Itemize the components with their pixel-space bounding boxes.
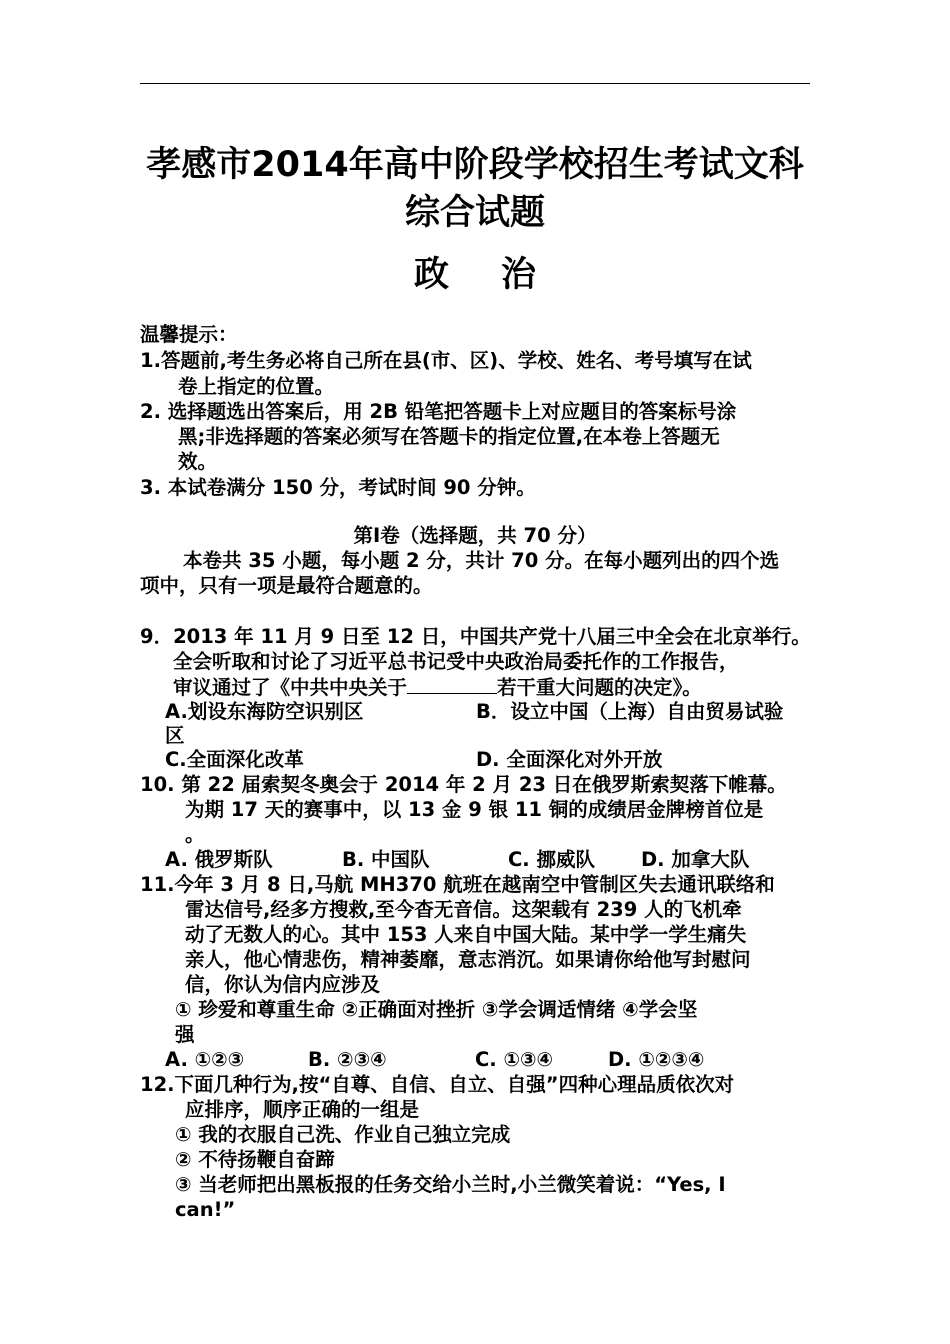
question-12-item-2: ② 不待扬鞭自奋蹄 bbox=[175, 1148, 335, 1171]
question-11-stem-l4: 亲人，他心情悲伤，精神萎靡，意志消沉。如果请你给他写封慰问 bbox=[185, 948, 751, 971]
notice-item-1: 1.答题前,考生务必将自己所在县(市、区)、学校、姓名、考号填写在试 bbox=[140, 349, 752, 372]
section-intro-cont: 项中，只有一项是最符合题意的。 bbox=[140, 574, 433, 597]
question-9-option-a: A.划设东海防空识别区 bbox=[165, 700, 364, 723]
question-11-items: ① 珍爱和尊重生命 ②正确面对挫折 ③学会调适情绪 ④学会坚 bbox=[175, 998, 698, 1021]
header-rule bbox=[140, 83, 810, 84]
section-title: 第Ⅰ卷（选择题，共 70 分） bbox=[353, 524, 597, 547]
notice-heading: 温馨提示： bbox=[140, 323, 238, 346]
question-11-option-b: B. ②③④ bbox=[308, 1048, 387, 1071]
question-11-stem-l2: 雷达信号,经多方搜救,至今杳无音信。这架载有 239 人的飞机牵 bbox=[185, 898, 742, 921]
exam-title-line1: 孝感市2014年高中阶段学校招生考试文科 bbox=[146, 145, 804, 185]
notice-item-2-cont2: 效。 bbox=[178, 450, 218, 473]
question-9-stem-l3b: 若干重大问题的决定》。 bbox=[497, 676, 702, 699]
question-9-stem-l2: 全会听取和讨论了习近平总书记受中央政治局委托作的工作报告， bbox=[173, 650, 739, 673]
notice-item-2-cont: 黑;非选择题的答案必须写在答题卡的指定位置,在本卷上答题无 bbox=[178, 425, 720, 448]
question-10-option-a: A. 俄罗斯队 bbox=[165, 848, 273, 871]
question-10-stem: 10. 第 22 届索契冬奥会于 2014 年 2 月 23 日在俄罗斯索契落下帷幕。 bbox=[140, 773, 787, 796]
question-12-item-3-cont: can!” bbox=[175, 1198, 236, 1221]
notice-item-3: 3. 本试卷满分 150 分，考试时间 90 分钟。 bbox=[140, 476, 536, 499]
exam-title-line2: 综合试题 bbox=[404, 193, 545, 233]
notice-item-2: 2. 选择题选出答案后，用 2B 铅笔把答题卡上对应题目的答案标号涂 bbox=[140, 400, 737, 423]
question-11-option-c: C. ①③④ bbox=[475, 1048, 554, 1071]
notice-item-1-cont: 卷上指定的位置。 bbox=[178, 375, 335, 398]
section-intro: 本卷共 35 小题，每小题 2 分，共计 70 分。在每小题列出的四个选 bbox=[183, 549, 780, 572]
answer-blank bbox=[407, 675, 497, 694]
question-9-option-b: B．设立中国（上海）自由贸易试验 bbox=[476, 700, 784, 723]
question-9-option-b-cont: 区 bbox=[165, 724, 185, 747]
question-12-item-3: ③ 当老师把出黑板报的任务交给小兰时,小兰微笑着说：“Yes, I bbox=[175, 1173, 726, 1196]
question-10-option-b: B. 中国队 bbox=[342, 848, 430, 871]
question-11-option-d: D. ①②③④ bbox=[608, 1048, 705, 1071]
subject-char-2: 治 bbox=[501, 255, 537, 295]
question-9-stem-l3 bbox=[173, 675, 702, 700]
question-11-stem: 11.今年 3 月 8 日,马航 MH370 航班在越南空中管制区失去通讯联络和 bbox=[140, 873, 775, 896]
question-10-stem-l2: 为期 17 天的赛事中，以 13 金 9 银 11 铜的成绩居金牌榜首位是 bbox=[185, 798, 764, 821]
question-9-option-c: C.全面深化改革 bbox=[165, 748, 304, 771]
question-11-option-a: A. ①②③ bbox=[165, 1048, 245, 1071]
subject-title bbox=[0, 255, 950, 295]
question-12-item-1: ① 我的衣服自己洗、作业自己独立完成 bbox=[175, 1123, 511, 1146]
question-12-stem-l2: 应排序，顺序正确的一组是 bbox=[185, 1098, 420, 1121]
question-11-items-cont: 强 bbox=[175, 1023, 195, 1046]
question-9-stem-l3a: 审议通过了《中共中央关于 bbox=[173, 676, 408, 699]
question-11-stem-l5: 信，你认为信内应涉及 bbox=[185, 973, 381, 996]
question-9-option-d: D. 全面深化对外开放 bbox=[476, 748, 663, 771]
question-10-stem-l3: 。 bbox=[185, 823, 205, 846]
subject-char-1: 政 bbox=[413, 255, 449, 295]
question-10-option-c: C. 挪威队 bbox=[508, 848, 596, 871]
question-10-option-d: D. 加拿大队 bbox=[641, 848, 750, 871]
question-12-stem: 12.下面几种行为,按“自尊、自信、自立、自强”四种心理品质依次对 bbox=[140, 1073, 735, 1096]
question-11-stem-l3: 动了无数人的心。其中 153 人来自中国大陆。某中学一学生痛失 bbox=[185, 923, 747, 946]
question-9-stem: 9．2013 年 11 月 9 日至 12 日，中国共产党十八届三中全会在北京举行。 bbox=[140, 625, 811, 648]
